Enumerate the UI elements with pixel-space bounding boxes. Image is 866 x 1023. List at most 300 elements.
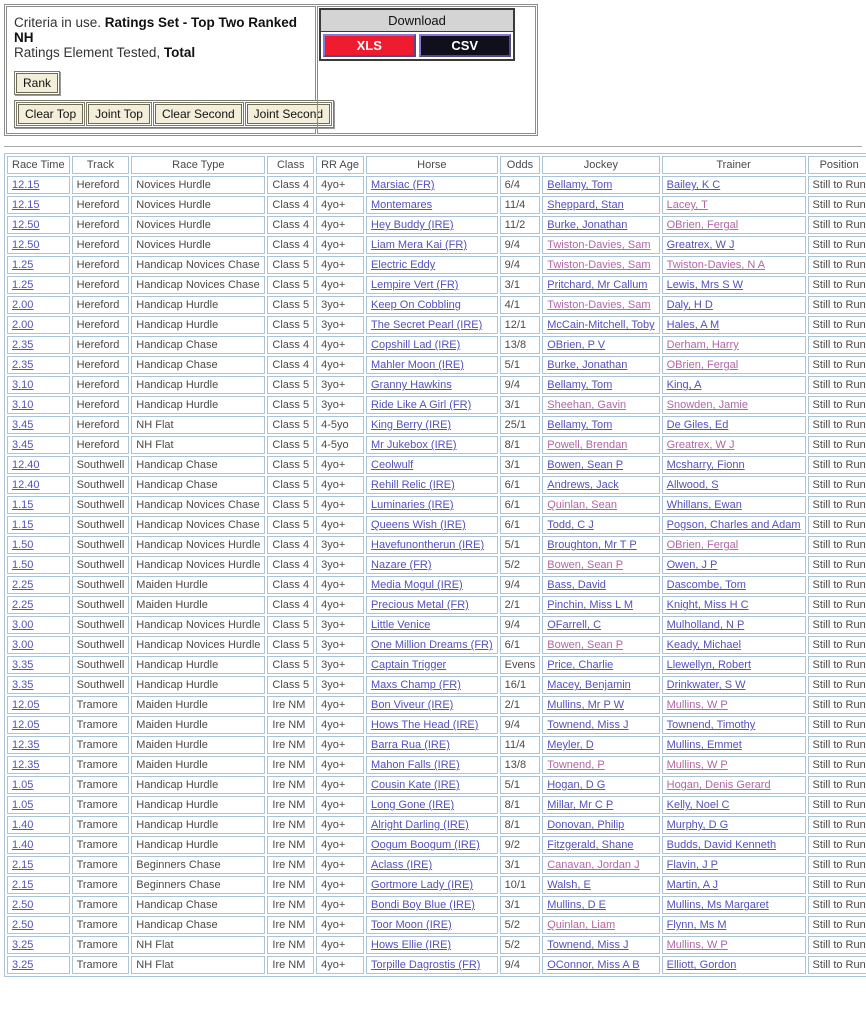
race-time-cell <box>7 536 70 554</box>
jockey-link[interactable]: Broughton, Mr T P <box>547 539 637 551</box>
race-time-link[interactable]: 1.15 <box>12 499 34 511</box>
horse-link[interactable]: Ceolwulf <box>371 459 414 471</box>
jockey-link[interactable]: Townend, Miss J <box>547 719 629 731</box>
race-time-cell <box>7 756 70 774</box>
race-time-link[interactable]: 12.05 <box>12 719 40 731</box>
jockey-link[interactable]: OFarrell, C <box>547 619 602 631</box>
race-time-link[interactable]: 1.25 <box>12 259 34 271</box>
jockey-link[interactable]: Sheehan, Gavin <box>547 399 627 411</box>
horse-link[interactable]: Oogum Boogum (IRE) <box>371 839 480 851</box>
horse-link[interactable]: Media Mogul (IRE) <box>371 579 463 591</box>
odds-cell: 11/4 <box>500 196 541 214</box>
trainer-link[interactable]: Greatrex, W J <box>666 439 735 451</box>
trainer-link[interactable]: Owen, J P <box>666 559 718 571</box>
horse-link[interactable]: King Berry (IRE) <box>371 419 452 431</box>
horse-link[interactable]: Ride Like A Girl (FR) <box>371 399 472 411</box>
track-cell: Tramore <box>72 756 130 774</box>
race-time-cell <box>7 396 70 414</box>
trainer-link[interactable]: King, A <box>666 379 702 391</box>
jockey-link[interactable]: Bowen, Sean P <box>547 559 624 571</box>
trainer-link[interactable]: De Giles, Ed <box>666 419 729 431</box>
horse-link[interactable]: Little Venice <box>371 619 431 631</box>
jockey-link[interactable]: Macey, Benjamin <box>547 679 631 691</box>
race-time-link[interactable]: 2.25 <box>12 579 34 591</box>
trainer-link[interactable]: OBrien, Fergal <box>666 219 739 231</box>
trainer-cell <box>662 536 806 554</box>
horse-link[interactable]: Aclass (IRE) <box>371 859 433 871</box>
horse-link[interactable]: Bon Viveur (IRE) <box>371 699 454 711</box>
jockey-link[interactable]: Bellamy, Tom <box>547 419 613 431</box>
jockey-link[interactable]: Mullins, Mr P W <box>547 699 625 711</box>
race-time-cell <box>7 556 70 574</box>
position-cell: Still to Run <box>808 436 866 454</box>
race-time-link[interactable]: 3.45 <box>12 439 34 451</box>
download-title: Download <box>321 10 513 32</box>
jockey-link[interactable]: Bowen, Sean P <box>547 459 624 471</box>
odds-cell: 9/4 <box>500 376 541 394</box>
horse-link[interactable]: Toor Moon (IRE) <box>371 919 452 931</box>
jockey-link[interactable]: Andrews, Jack <box>547 479 619 491</box>
race-time-link[interactable]: 12.05 <box>12 699 40 711</box>
jockey-link[interactable]: Twiston-Davies, Sam <box>547 299 651 311</box>
race-time-link[interactable]: 2.15 <box>12 859 34 871</box>
track-cell: Southwell <box>72 556 130 574</box>
race-time-cell <box>7 696 70 714</box>
track-cell: Tramore <box>72 856 130 874</box>
trainer-link[interactable]: Mullins, W P <box>666 699 728 711</box>
horse-cell <box>366 516 498 534</box>
race-time-link[interactable]: 1.05 <box>12 779 34 791</box>
race-type-cell: Handicap Hurdle <box>131 656 265 674</box>
race-type-cell: Handicap Chase <box>131 356 265 374</box>
horse-link[interactable]: Liam Mera Kai (FR) <box>371 239 467 251</box>
track-cell: Southwell <box>72 676 130 694</box>
position-cell: Still to Run <box>808 196 866 214</box>
track-cell: Southwell <box>72 476 130 494</box>
criteria-ratings-set: Ratings Set - Top Two Ranked NH <box>14 15 298 45</box>
race-time-link[interactable]: 12.35 <box>12 759 40 771</box>
race-time-cell <box>7 296 70 314</box>
download-xls-button[interactable]: XLS <box>323 34 416 57</box>
table-row <box>7 876 866 894</box>
horse-link[interactable]: Copshill Lad (IRE) <box>371 339 461 351</box>
class-cell: Class 4 <box>267 336 314 354</box>
table-row <box>7 456 866 474</box>
position-cell: Still to Run <box>808 396 866 414</box>
race-type-cell: Handicap Novices Chase <box>131 496 265 514</box>
jockey-link[interactable]: Todd, C J <box>547 519 594 531</box>
trainer-link[interactable]: Daly, H D <box>666 299 713 311</box>
trainer-link[interactable]: Pogson, Charles and Adam <box>666 519 801 531</box>
horse-link[interactable]: Precious Metal (FR) <box>371 599 469 611</box>
position-cell: Still to Run <box>808 696 866 714</box>
horse-cell <box>366 236 498 254</box>
trainer-cell <box>662 896 806 914</box>
horse-cell <box>366 316 498 334</box>
jockey-link[interactable]: OBrien, P V <box>547 339 606 351</box>
horse-link[interactable]: Maxs Champ (FR) <box>371 679 461 691</box>
jockey-link[interactable]: OConnor, Miss A B <box>547 959 640 971</box>
class-cell: Class 4 <box>267 356 314 374</box>
jockey-link[interactable]: Townend, Miss J <box>547 939 629 951</box>
jockey-cell <box>542 816 659 834</box>
table-row <box>7 216 866 234</box>
race-type-cell: Handicap Chase <box>131 896 265 914</box>
trainer-link[interactable]: Hales, A M <box>666 319 720 331</box>
race-time-link[interactable]: 12.50 <box>12 219 40 231</box>
rr-age-cell: 4yo+ <box>316 916 364 934</box>
odds-cell: 3/1 <box>500 856 541 874</box>
race-time-link[interactable]: 2.50 <box>12 919 34 931</box>
jockey-link[interactable]: McCain-Mitchell, Toby <box>547 319 655 331</box>
horse-link[interactable]: Granny Hawkins <box>371 379 452 391</box>
race-time-cell <box>7 896 70 914</box>
jockey-link[interactable]: Twiston-Davies, Sam <box>547 239 651 251</box>
race-type-cell: Novices Hurdle <box>131 236 265 254</box>
rr-age-cell: 4yo+ <box>316 356 364 374</box>
race-time-link[interactable]: 2.15 <box>12 879 34 891</box>
trainer-cell <box>662 316 806 334</box>
jockey-cell <box>542 296 659 314</box>
race-time-link[interactable]: 3.00 <box>12 619 34 631</box>
jockey-link[interactable]: Pinchin, Miss L M <box>547 599 634 611</box>
trainer-link[interactable]: Whillans, Ewan <box>666 499 742 511</box>
jockey-cell <box>542 276 659 294</box>
class-cell: Ire NM <box>267 716 314 734</box>
position-cell: Still to Run <box>808 576 866 594</box>
horse-link[interactable]: Rehill Relic (IRE) <box>371 479 455 491</box>
horse-link[interactable]: Montemares <box>371 199 433 211</box>
jockey-link[interactable]: Canavan, Jordan J <box>547 859 640 871</box>
race-time-link[interactable]: 12.40 <box>12 459 40 471</box>
trainer-link[interactable]: Elliott, Gordon <box>666 959 737 971</box>
race-time-cell <box>7 856 70 874</box>
trainer-link[interactable]: Budds, David Kenneth <box>666 839 777 851</box>
joint-top-frame <box>86 102 152 126</box>
trainer-link[interactable]: Flavin, J P <box>666 859 718 871</box>
horse-cell <box>366 776 498 794</box>
trainer-link[interactable]: Knight, Miss H C <box>666 599 749 611</box>
table-row <box>7 676 866 694</box>
race-time-link[interactable]: 12.35 <box>12 739 40 751</box>
trainer-cell <box>662 176 806 194</box>
horse-link[interactable]: Nazare (FR) <box>371 559 432 571</box>
horse-cell <box>366 336 498 354</box>
horse-link[interactable]: Hows Ellie (IRE) <box>371 939 452 951</box>
trainer-link[interactable]: Snowden, Jamie <box>666 399 748 411</box>
jockey-cell <box>542 916 659 934</box>
horse-link[interactable]: The Secret Pearl (IRE) <box>371 319 483 331</box>
rr-age-cell: 4yo+ <box>316 196 364 214</box>
table-row <box>7 176 866 194</box>
trainer-cell <box>662 776 806 794</box>
horse-link[interactable]: Marsiac (FR) <box>371 179 435 191</box>
horse-link[interactable]: Bondi Boy Blue (IRE) <box>371 899 475 911</box>
race-type-cell: Handicap Hurdle <box>131 816 265 834</box>
trainer-link[interactable]: Martin, A J <box>666 879 718 891</box>
trainer-link[interactable]: Mullins, Ms Margaret <box>666 899 769 911</box>
track-cell: Tramore <box>72 716 130 734</box>
criteria-text <box>14 15 309 60</box>
download-csv-button[interactable]: CSV <box>419 34 512 57</box>
trainer-link[interactable]: OBrien, Fergal <box>666 539 739 551</box>
trainer-link[interactable]: Mullins, W P <box>666 939 728 951</box>
horse-link[interactable]: Gortmore Lady (IRE) <box>371 879 474 891</box>
race-time-cell <box>7 676 70 694</box>
jockey-link[interactable]: Quinlan, Sean <box>547 499 617 511</box>
jockey-link[interactable]: Price, Charlie <box>547 659 614 671</box>
race-time-link[interactable]: 2.00 <box>12 319 34 331</box>
race-time-link[interactable]: 3.35 <box>12 679 34 691</box>
horse-link[interactable]: Mr Jukebox (IRE) <box>371 439 457 451</box>
race-time-link[interactable]: 3.45 <box>12 419 34 431</box>
horse-link[interactable]: Keep On Cobbling <box>371 299 461 311</box>
horse-link[interactable]: Havefunontherun (IRE) <box>371 539 485 551</box>
trainer-link[interactable]: Greatrex, W J <box>666 239 735 251</box>
track-cell: Hereford <box>72 256 130 274</box>
race-time-link[interactable]: 3.10 <box>12 399 34 411</box>
jockey-link[interactable]: Powell, Brendan <box>547 439 628 451</box>
horse-link[interactable]: Alright Darling (IRE) <box>371 819 469 831</box>
table-row <box>7 696 866 714</box>
class-cell: Class 5 <box>267 616 314 634</box>
horse-link[interactable]: Hey Buddy (IRE) <box>371 219 454 231</box>
trainer-link[interactable]: Bailey, K C <box>666 179 721 191</box>
odds-cell: 13/8 <box>500 756 541 774</box>
jockey-link[interactable]: Meyler, D <box>547 739 594 751</box>
horse-link[interactable]: Cousin Kate (IRE) <box>371 779 460 791</box>
table-row <box>7 396 866 414</box>
horse-link[interactable]: Long Gone (IRE) <box>371 799 455 811</box>
track-cell: Tramore <box>72 916 130 934</box>
jockey-link[interactable]: Townend, P <box>547 759 605 771</box>
trainer-cell <box>662 256 806 274</box>
race-time-link[interactable]: 3.10 <box>12 379 34 391</box>
horse-cell <box>366 696 498 714</box>
horse-cell <box>366 536 498 554</box>
class-cell: Ire NM <box>267 736 314 754</box>
rank-button-frame <box>14 71 60 95</box>
position-cell: Still to Run <box>808 636 866 654</box>
joint-top-button[interactable]: Joint Top <box>88 104 150 124</box>
horse-link[interactable]: Luminaries (IRE) <box>371 499 454 511</box>
table-row <box>7 796 866 814</box>
horse-link[interactable]: Barra Rua (IRE) <box>371 739 450 751</box>
trainer-link[interactable]: Murphy, D G <box>666 819 729 831</box>
trainer-link[interactable]: Mullins, W P <box>666 759 728 771</box>
horse-link[interactable]: Hows The Head (IRE) <box>371 719 479 731</box>
race-time-cell <box>7 196 70 214</box>
jockey-link[interactable]: Donovan, Philip <box>547 819 625 831</box>
race-type-cell: Handicap Hurdle <box>131 376 265 394</box>
jockey-link[interactable]: Mullins, D E <box>547 899 606 911</box>
horse-cell <box>366 756 498 774</box>
horse-link[interactable]: Queens Wish (IRE) <box>371 519 466 531</box>
trainer-link[interactable]: OBrien, Fergal <box>666 359 739 371</box>
track-cell: Hereford <box>72 416 130 434</box>
table-row <box>7 656 866 674</box>
jockey-link[interactable]: Quinlan, Liam <box>547 919 616 931</box>
table-row <box>7 936 866 954</box>
jockey-cell <box>542 216 659 234</box>
horse-link[interactable]: Mahon Falls (IRE) <box>371 759 460 771</box>
jockey-link[interactable]: Burke, Jonathan <box>547 219 628 231</box>
race-type-cell: Novices Hurdle <box>131 196 265 214</box>
race-time-cell <box>7 476 70 494</box>
horse-link[interactable]: Lempire Vert (FR) <box>371 279 459 291</box>
odds-cell: 3/1 <box>500 276 541 294</box>
trainer-link[interactable]: Lacey, T <box>666 199 708 211</box>
trainer-link[interactable]: Drinkwater, S W <box>666 679 746 691</box>
jockey-link[interactable]: Burke, Jonathan <box>547 359 628 371</box>
trainer-cell <box>662 416 806 434</box>
horse-link[interactable]: Mahler Moon (IRE) <box>371 359 464 371</box>
jockey-link[interactable]: Pritchard, Mr Callum <box>547 279 648 291</box>
odds-cell: 3/1 <box>500 396 541 414</box>
trainer-link[interactable]: Allwood, S <box>666 479 719 491</box>
horse-cell <box>366 196 498 214</box>
jockey-link[interactable]: Fitzgerald, Shane <box>547 839 634 851</box>
race-time-link[interactable]: 3.25 <box>12 939 34 951</box>
table-row <box>7 576 866 594</box>
jockey-cell <box>542 536 659 554</box>
race-time-link[interactable]: 12.40 <box>12 479 40 491</box>
race-time-link[interactable]: 1.50 <box>12 559 34 571</box>
jockey-link[interactable]: Millar, Mr C P <box>547 799 614 811</box>
race-time-cell <box>7 336 70 354</box>
trainer-link[interactable]: Mulholland, N P <box>666 619 745 631</box>
trainer-link[interactable]: Mullins, Emmet <box>666 739 742 751</box>
trainer-link[interactable]: Kelly, Noel C <box>666 799 730 811</box>
race-time-link[interactable]: 12.50 <box>12 239 40 251</box>
trainer-link[interactable]: Flynn, Ms M <box>666 919 727 931</box>
horse-link[interactable]: Captain Trigger <box>371 659 447 671</box>
race-time-link[interactable]: 1.25 <box>12 279 34 291</box>
race-time-link[interactable]: 2.35 <box>12 339 34 351</box>
jockey-cell <box>542 316 659 334</box>
jockey-link[interactable]: Sheppard, Stan <box>547 199 624 211</box>
trainer-link[interactable]: Llewellyn, Robert <box>666 659 751 671</box>
trainer-link[interactable]: Dascombe, Tom <box>666 579 746 591</box>
table-row <box>7 476 866 494</box>
jockey-link[interactable]: Hogan, D G <box>547 779 606 791</box>
jockey-cell <box>542 796 659 814</box>
race-time-link[interactable]: 3.00 <box>12 639 34 651</box>
horse-link[interactable]: Electric Eddy <box>371 259 436 271</box>
class-cell: Class 5 <box>267 496 314 514</box>
race-time-cell <box>7 956 70 974</box>
race-time-link[interactable]: 2.35 <box>12 359 34 371</box>
jockey-link[interactable]: Twiston-Davies, Sam <box>547 259 651 271</box>
horse-link[interactable]: One Million Dreams (FR) <box>371 639 493 651</box>
race-type-cell: Novices Hurdle <box>131 216 265 234</box>
column-header-trainer: Trainer <box>662 156 806 174</box>
table-row <box>7 616 866 634</box>
odds-cell: 6/1 <box>500 636 541 654</box>
rr-age-cell: 4yo+ <box>316 456 364 474</box>
position-cell: Still to Run <box>808 176 866 194</box>
jockey-cell <box>542 576 659 594</box>
jockey-cell <box>542 596 659 614</box>
trainer-link[interactable]: Hogan, Denis Gerard <box>666 779 771 791</box>
trainer-link[interactable]: Keady, Michael <box>666 639 742 651</box>
class-cell: Class 5 <box>267 516 314 534</box>
joint-second-button[interactable]: Joint Second <box>247 104 330 124</box>
table-row <box>7 836 866 854</box>
race-time-link[interactable]: 2.50 <box>12 899 34 911</box>
race-time-link[interactable]: 12.15 <box>12 179 40 191</box>
race-time-cell <box>7 436 70 454</box>
race-time-link[interactable]: 2.25 <box>12 599 34 611</box>
jockey-link[interactable]: Bowen, Sean P <box>547 639 624 651</box>
track-cell: Southwell <box>72 656 130 674</box>
race-time-link[interactable]: 3.25 <box>12 959 34 971</box>
race-time-link[interactable]: 1.50 <box>12 539 34 551</box>
horse-link[interactable]: Torpille Dagrostis (FR) <box>371 959 481 971</box>
trainer-link[interactable]: Twiston-Davies, N A <box>666 259 766 271</box>
odds-cell: 9/4 <box>500 576 541 594</box>
trainer-link[interactable]: Mcsharry, Fionn <box>666 459 745 471</box>
rank-button[interactable]: Rank <box>16 73 58 93</box>
horse-cell <box>366 296 498 314</box>
race-time-link[interactable]: 12.15 <box>12 199 40 211</box>
race-time-link[interactable]: 1.15 <box>12 519 34 531</box>
odds-cell: 9/4 <box>500 716 541 734</box>
race-time-link[interactable]: 1.40 <box>12 839 34 851</box>
jockey-link[interactable]: Walsh, E <box>547 879 591 891</box>
jockey-link[interactable]: Bellamy, Tom <box>547 379 613 391</box>
trainer-link[interactable]: Townend, Timothy <box>666 719 756 731</box>
jockey-cell <box>542 936 659 954</box>
trainer-link[interactable]: Lewis, Mrs S W <box>666 279 744 291</box>
jockey-cell <box>542 456 659 474</box>
track-cell: Tramore <box>72 936 130 954</box>
race-time-cell <box>7 716 70 734</box>
race-type-cell: Maiden Hurdle <box>131 696 265 714</box>
position-cell: Still to Run <box>808 676 866 694</box>
position-cell: Still to Run <box>808 756 866 774</box>
race-time-link[interactable]: 3.35 <box>12 659 34 671</box>
position-cell: Still to Run <box>808 476 866 494</box>
class-cell: Ire NM <box>267 696 314 714</box>
clear-top-button[interactable]: Clear Top <box>18 104 83 124</box>
trainer-cell <box>662 736 806 754</box>
table-row <box>7 856 866 874</box>
class-cell: Ire NM <box>267 816 314 834</box>
race-time-link[interactable]: 1.05 <box>12 799 34 811</box>
jockey-cell <box>542 556 659 574</box>
track-cell: Hereford <box>72 176 130 194</box>
jockey-cell <box>542 656 659 674</box>
odds-cell: 5/1 <box>500 536 541 554</box>
race-time-link[interactable]: 2.00 <box>12 299 34 311</box>
rr-age-cell: 4yo+ <box>316 716 364 734</box>
horse-cell <box>366 436 498 454</box>
trainer-link[interactable]: Derham, Harry <box>666 339 739 351</box>
rr-age-cell: 4yo+ <box>316 796 364 814</box>
race-type-cell: Handicap Hurdle <box>131 396 265 414</box>
jockey-link[interactable]: Bellamy, Tom <box>547 179 613 191</box>
horse-cell <box>366 556 498 574</box>
rr-age-cell: 4yo+ <box>316 336 364 354</box>
class-cell: Class 4 <box>267 556 314 574</box>
jockey-link[interactable]: Bass, David <box>547 579 606 591</box>
race-time-cell <box>7 616 70 634</box>
class-cell: Class 5 <box>267 636 314 654</box>
race-time-link[interactable]: 1.40 <box>12 819 34 831</box>
clear-second-button[interactable]: Clear Second <box>155 104 242 124</box>
column-header-horse: Horse <box>366 156 498 174</box>
